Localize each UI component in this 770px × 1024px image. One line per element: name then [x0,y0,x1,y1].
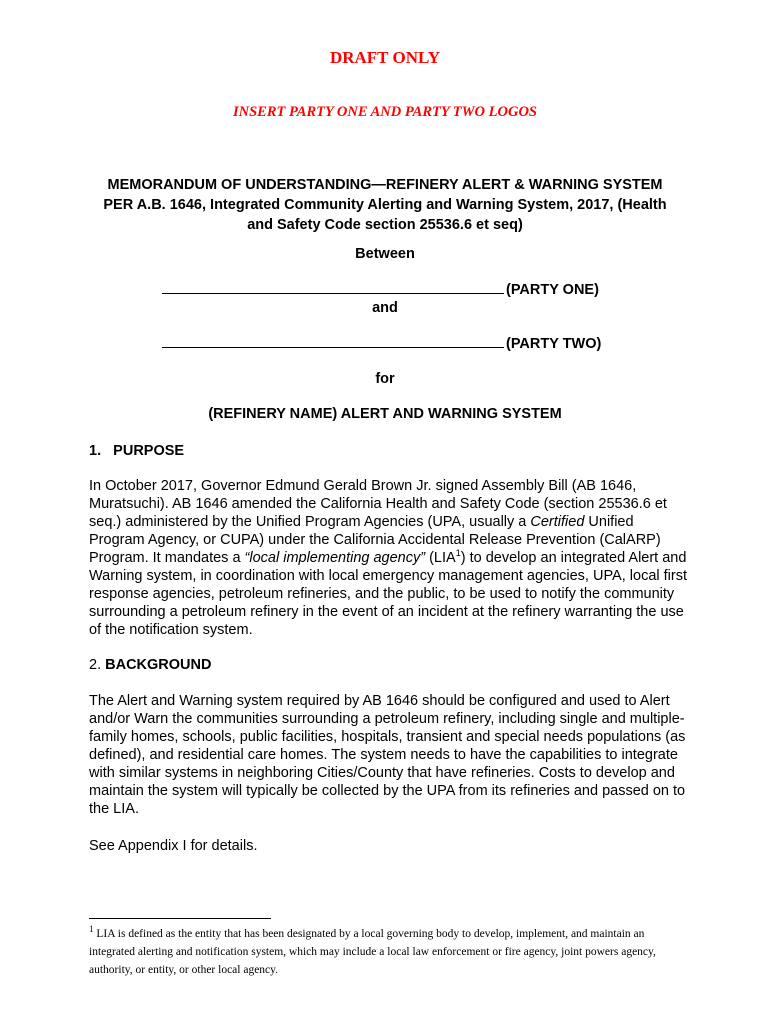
for-label: for [375,371,395,387]
memorandum-title [80,175,690,235]
between-label: Between [355,246,415,262]
footnote-reference[interactable]: 1 [455,548,461,559]
system-name: (REFINERY NAME) ALERT AND WARNING SYSTEM [208,406,562,422]
background-number: 2. [89,657,106,673]
lia-term: “local implementing agency” [244,550,426,566]
party-one-line [162,282,599,298]
background-title: BACKGROUND [105,657,212,673]
footnote [89,925,689,979]
title-line-1: MEMORANDUM OF UNDERSTANDING—REFINERY ALERT & WARNING SYSTEM [107,177,663,193]
purpose-heading: 1. PURPOSE [89,443,185,459]
party-two-blank[interactable] [162,346,504,348]
footnote-divider [89,918,271,919]
title-line-3: and Safety Code section 25536.6 et seq) [247,217,523,233]
title-line-2: PER A.B. 1646, Integrated Community Alerting and Warning System, 2017, (Health [103,197,667,213]
and-label: and [372,300,398,316]
logos-placeholder: INSERT PARTY ONE AND PARTY TWO LOGOS [233,104,537,120]
purpose-paragraph [89,477,689,639]
party-one-blank[interactable] [162,292,504,294]
purpose-text-3: (LIA [425,550,456,566]
party-two-label: (PARTY TWO) [506,336,602,352]
purpose-text-1: In October 2017, Governor Edmund Gerald Brown Jr. signed Assembly Bill (AB 1646, Muratsuchi). AB 1646 amended the California Health and Safety Code (section 25536.6 et seq.) administered by the Unified Program Agencies (UPA, usually a [89,478,667,530]
footnote-mark: 1 [89,924,94,935]
footnote-text: LIA is defined as the entity that has been designated by a local governing body to develop, implement, and maintain an integrated alerting and notification system, which may include a local law enforcement or fire agency, joint powers agency, authority, or entity, or other local agency. [89,928,656,976]
appendix-note: See Appendix I for details. [89,838,258,854]
purpose-text-2: Unified Program Agency, or CUPA) under the California Accidental Release Prevention (CalARP) Program. It mandates a [89,514,661,566]
party-one-label: (PARTY ONE) [506,282,599,298]
party-two-line [162,336,601,352]
background-heading [89,657,211,673]
purpose-text-4: ) to develop an integrated Alert and Warning system, in coordination with local emergency management agencies, UPA, local first response agencies, petroleum refineries, and the public, to be used to notify the community surrounding a petroleum refinery in the event of an incident at the refinery warranting the use of the notification system. [89,550,687,638]
background-paragraph: The Alert and Warning system required by AB 1646 should be configured and used to Alert and/or Warn the communities surrounding a petroleum refinery, including single and multiple-family homes, schools, public facilities, hospitals, transient and special needs populations (as defined), and residential care homes. The system needs to have the capabilities to integrate with similar systems in neighboring Cities/County that have refineries. Costs to develop and maintain the system will typically be collected by the UPA from its refineries and passed on to the LIA. [89,693,686,817]
certified-term: Certified [530,514,585,530]
draft-label: DRAFT ONLY [329,48,441,67]
